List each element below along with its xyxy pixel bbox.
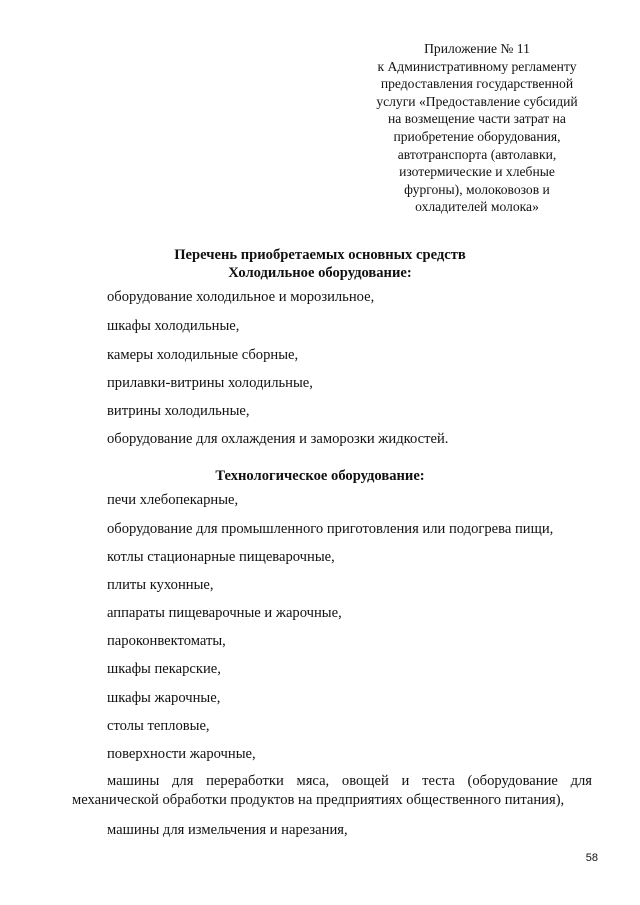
paragraph-line: машины для переработки мяса, овощей и теста (оборудование для [107, 773, 592, 789]
list-item: пароконвектоматы, [107, 633, 226, 649]
document-title: Перечень приобретаемых основных средств [174, 247, 466, 263]
list-item: оборудование холодильное и морозильное, [107, 289, 375, 305]
annex-line: на возмещение части затрат на [388, 111, 566, 127]
list-item: печи хлебопекарные, [107, 492, 239, 508]
section-heading-technological: Технологическое оборудование: [215, 468, 425, 484]
list-item: котлы стационарные пищеварочные, [107, 549, 335, 565]
list-item: машины для измельчения и нарезания, [107, 822, 348, 838]
annex-line: услуги «Предоставление субсидий [376, 93, 578, 109]
annex-line: Приложение № 11 [424, 41, 530, 56]
list-item: столы тепловые, [107, 718, 210, 734]
list-item: прилавки-витрины холодильные, [107, 375, 313, 391]
list-item: шкафы холодильные, [107, 318, 240, 334]
list-item: плиты кухонные, [107, 577, 214, 593]
paragraph-line: механической обработки продуктов на предприятиях общественного питания), [72, 792, 565, 808]
list-item: шкафы пекарские, [107, 661, 221, 677]
annex-line: охладителей молока» [415, 199, 539, 215]
section-heading-refrigeration: Холодильное оборудование: [228, 265, 412, 281]
list-item: камеры холодильные сборные, [107, 347, 299, 363]
list-item: шкафы жарочные, [107, 690, 221, 706]
annex-line: предоставления государственной [380, 76, 574, 92]
list-item: аппараты пищеварочные и жарочные, [107, 605, 342, 621]
annex-line: изотермические и хлебные [399, 164, 555, 180]
annex-line: к Административному регламенту [377, 58, 577, 74]
list-item: витрины холодильные, [107, 403, 250, 419]
annex-line: автотранспорта (автолавки, [397, 146, 557, 162]
page-number: 58 [585, 852, 598, 864]
list-item: поверхности жарочные, [107, 746, 256, 762]
annex-line: фургоны), молоковозов и [404, 181, 550, 197]
list-item: оборудование для промышленного приготовления или подогрева пищи, [107, 521, 554, 537]
list-item-multiline [72, 772, 592, 810]
list-item: оборудование для охлаждения и заморозки жидкостей. [107, 431, 449, 447]
annex-line: приобретение оборудования, [393, 128, 561, 144]
annex-header [346, 40, 608, 216]
